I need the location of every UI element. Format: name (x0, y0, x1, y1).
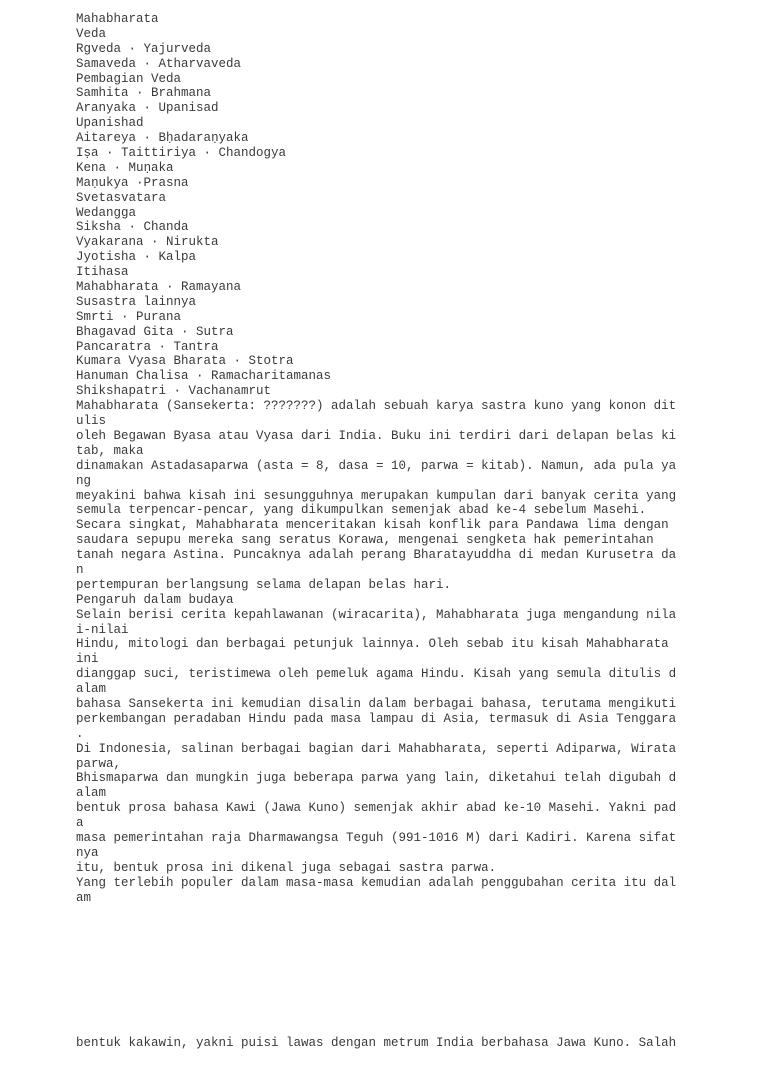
text-line: Rgveda · Yajurveda (76, 41, 212, 56)
text-line: Mahabharata · Ramayana (76, 280, 242, 295)
text-line: Pembagian Veda (76, 71, 182, 86)
text-line: ini (76, 652, 99, 667)
text-line: Pancaratra · Tantra (76, 339, 219, 354)
text-line: Mahabharata (Sansekerta: ???????) adalah sebuah karya sastra kuno yang konon dit (76, 399, 677, 414)
text-line: Pengaruh dalam budaya (76, 592, 234, 607)
text-line: Secara singkat, Mahabharata menceritakan kisah konflik para Pandawa lima dengan (76, 518, 669, 533)
text-line: oleh Begawan Byasa atau Vyasa dari India. Buku ini terdiri dari delapan belas ki (76, 428, 677, 443)
text-line: itu, bentuk prosa ini dikenal juga sebagai sastra parwa. (76, 860, 497, 875)
text-line: Itihasa (76, 265, 129, 280)
text-line: Maṇukya ·Prasna (76, 175, 189, 190)
text-line: Bhagavad Gita · Sutra (76, 324, 234, 339)
text-line: Di Indonesia, salinan berbagai bagian dari Mahabharata, seperti Adiparwa, Wirata (76, 741, 677, 756)
text-line: Vyakarana · Nirukta (76, 235, 219, 250)
text-line: alam (76, 786, 107, 801)
text-line: masa pemerintahan raja Dharmawangsa Teguh (991-1016 M) dari Kadiri. Karena sifat (76, 830, 677, 845)
text-line: meyakini bahwa kisah ini sesungguhnya merupakan kumpulan dari banyak cerita yang (76, 488, 677, 503)
text-line: Mahabharata (76, 12, 159, 26)
text-line: Hindu, mitologi dan berbagai petunjuk lainnya. Oleh sebab itu kisah Mahabharata (76, 637, 669, 652)
text-line: semula terpencar-pencar, yang dikumpulkan semenjak abad ke-4 sebelum Masehi. (76, 503, 647, 518)
text-line: Svetasvatara (76, 190, 167, 205)
text-line: . (76, 726, 84, 741)
text-line: Kena · Muṇaka (76, 160, 174, 175)
text-line: saudara sepupu mereka sang seratus Korawa, mengenai sengketa hak pemerintahan (76, 533, 654, 548)
text-line: Aranyaka · Upanisad (76, 101, 219, 116)
text-line: nya (76, 845, 99, 860)
text-line: am (76, 890, 92, 905)
text-line: dinamakan Astadasaparwa (asta = 8, dasa = 10, parwa = kitab). Namun, ada pula ya (76, 458, 677, 473)
text-line: Yang terlebih populer dalam masa-masa kemudian adalah penggubahan cerita itu dal (76, 875, 677, 890)
text-line: Jyotisha · Kalpa (76, 250, 197, 265)
document-text (76, 12, 756, 905)
text-line: a (76, 816, 84, 831)
text-line: Samhita · Brahmana (76, 86, 212, 101)
text-line: alam (76, 682, 107, 697)
text-line: Bhismaparwa dan mungkin juga beberapa parwa yang lain, diketahui telah digubah d (76, 771, 677, 786)
text-line: ulis (76, 414, 107, 429)
text-line: parwa, (76, 756, 122, 771)
text-line: Wedangga (76, 205, 137, 220)
text-line: i-nilai (76, 622, 129, 637)
document-bottom-line (76, 1006, 756, 1081)
text-line: dianggap suci, teristimewa oleh pemeluk agama Hindu. Kisah yang semula ditulis d (76, 667, 677, 682)
text-line: pertempuran berlangsung selama delapan belas hari. (76, 577, 452, 592)
text-line: Shikshapatri · Vachanamrut (76, 384, 272, 399)
text-line: Iṣa · Taittiriya · Chandogya (76, 146, 287, 161)
text-line: Veda (76, 26, 107, 41)
text-line: bentuk prosa bahasa Kawi (Jawa Kuno) semenjak akhir abad ke-10 Masehi. Yakni pad (76, 801, 677, 816)
text-line: n (76, 562, 84, 577)
text-line: Kumara Vyasa Bharata · Stotra (76, 354, 294, 369)
text-line: Upanishad (76, 116, 144, 131)
text-line: Hanuman Chalisa · Ramacharitamanas (76, 369, 332, 384)
text-line: ng (76, 473, 92, 488)
text-line: bahasa Sansekerta ini kemudian disalin dalam berbagai bahasa, terutama mengikuti (76, 696, 677, 711)
text-line: Siksha · Chanda (76, 220, 189, 235)
text-line: tanah negara Astina. Puncaknya adalah perang Bharatayuddha di medan Kurusetra da (76, 548, 677, 563)
text-line: Aitareya · Bḥadaraṇyaka (76, 131, 249, 146)
text-line: Susastra lainnya (76, 294, 197, 309)
text-line: Selain berisi cerita kepahlawanan (wiracarita), Mahabharata juga mengandung nila (76, 607, 677, 622)
text-line: perkembangan peradaban Hindu pada masa lampau di Asia, termasuk di Asia Tenggara (76, 711, 677, 726)
text-line: Smrti · Purana (76, 309, 182, 324)
text-line: bentuk kakawin, yakni puisi lawas dengan metrum India berbahasa Jawa Kuno. Salah (76, 1035, 677, 1050)
text-line: tab, maka (76, 443, 144, 458)
text-line: Samaveda · Atharvaveda (76, 56, 242, 71)
